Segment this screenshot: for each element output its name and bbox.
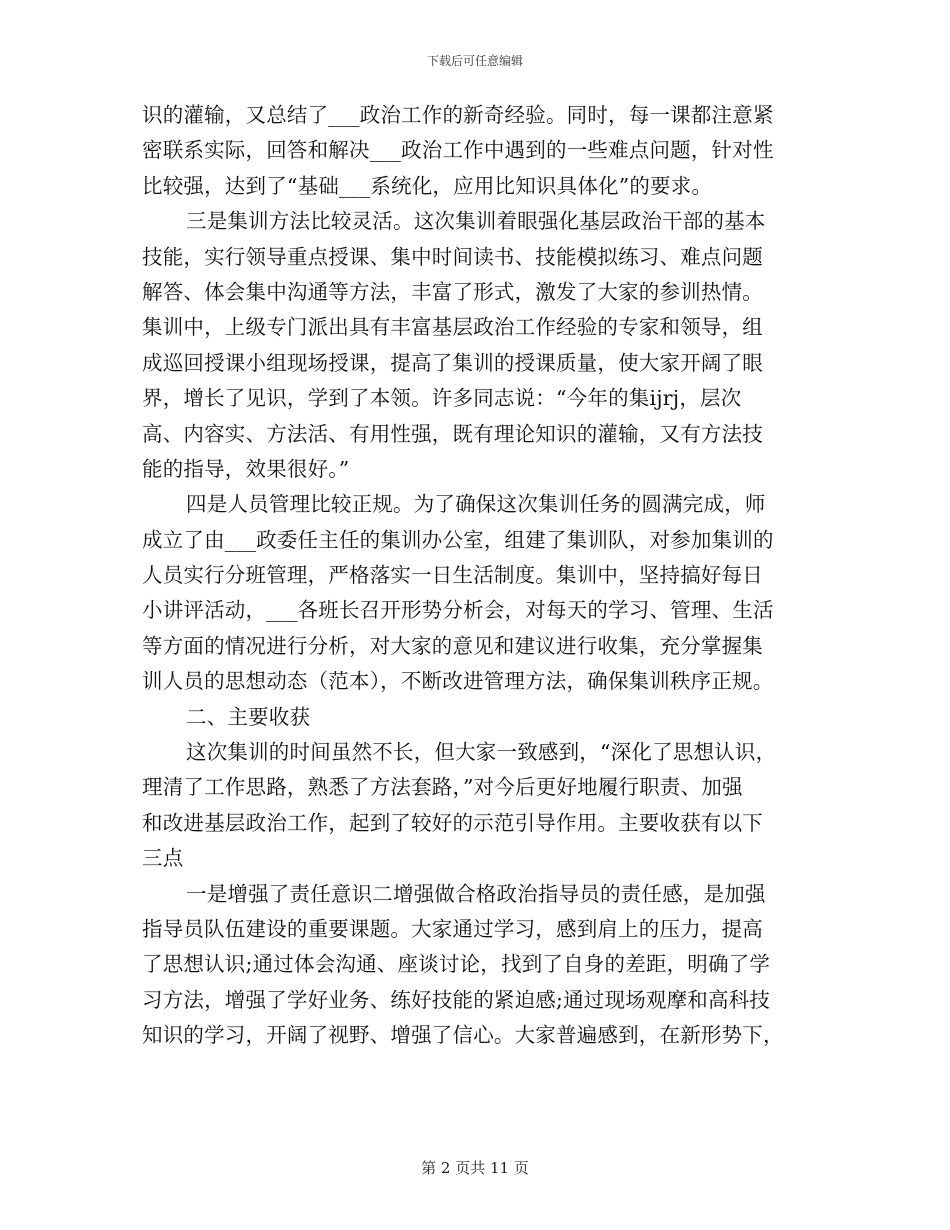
page-number-footer: 第 2 页共 11 页 (421, 1159, 529, 1177)
text-line: 训人员的思想动态（范本），不断改进管理方法，确保集训秩序正规。 (142, 669, 774, 694)
text-line: 习方法，增强了学好业务、练好技能的紧迫感;通过现场观摩和高科技 (142, 987, 771, 1012)
text-line: 和改进基层政治工作，起到了较好的示范引导作用。主要收获有以下 (142, 810, 763, 835)
text-line: 识的灌输，又总结了___政治工作的新奇经验。同时，每一课都注意紧 (142, 103, 774, 127)
text-line: 三是集训方法比较灵活。这次集训着眼强化基层政治干部的基本 (186, 209, 766, 234)
text-line: 技能，实行领导重点授课、集中时间读书、技能模拟练习、难点问题 (142, 244, 763, 269)
text-line: 知识的学习，开阔了视野、增强了信心。大家普遍感到，在新形势下， (142, 1023, 784, 1048)
text-line: 集训中，上级专门派出具有丰富基层政治工作经验的专家和领导，组 (142, 315, 763, 340)
text-line: 等方面的情况进行分析，对大家的意见和建议进行收集，充分掌握集 (142, 633, 763, 658)
text-line: 高、内容实、方法活、有用性强，既有理论知识的灌输，又有方法技 (142, 421, 763, 446)
text-line: 四是人员管理比较正规。为了确保这次集训任务的圆满完成，师 (186, 492, 766, 517)
text-line: 这次集训的时间虽然不长，但大家一致感到，“深化了思想认识， (186, 740, 777, 765)
page-header-note: 下载后可任意编辑 (426, 54, 523, 68)
text-line: 指导员队伍建设的重要课题。大家通过学习，感到肩上的压力，提高 (142, 916, 763, 941)
text-line: 成巡回授课小组现场授课，提高了集训的授课质量，使大家开阔了眼 (142, 350, 763, 375)
text-line: 小讲评活动，___各班长召开形势分析会，对每天的学习、管理、生活 (142, 598, 774, 623)
text-line: 解答、体会集中沟通等方法，丰富了形式，激发了大家的参训热情。 (142, 279, 763, 304)
document-body (142, 98, 810, 1054)
text-line: 界，增长了见识，学到了本领。许多同志说：“今年的集ijrj，层次 (142, 386, 742, 411)
text-line: 理清了工作思路，熟悉了方法套路，”对今后更好地履行职责、加强 (142, 775, 743, 800)
text-line: 能的指导，效果很好。” (142, 456, 350, 481)
text-line: 比较强，达到了“基础___系统化，应用比知识具体化”的要求。 (142, 173, 713, 198)
text-line: 成立了由___政委任主任的集训办公室，组建了集训队，对参加集训的 (142, 527, 774, 552)
text-line: 密联系实际，回答和解决___政治工作中遇到的一些难点问题，针对性 (142, 138, 774, 163)
text-line: 二、主要收获 (186, 704, 311, 729)
text-line: 人员实行分班管理，严格落实一日生活制度。集训中，坚持搞好每日 (142, 563, 763, 588)
text-line: 一是增强了责任意识二增强做合格政治指导员的责任感，是加强 (186, 881, 766, 906)
text-line: 三点 (142, 846, 184, 871)
text-line: 了思想认识;通过体会沟通、座谈讨论，找到了自身的差距，明确了学 (142, 952, 771, 977)
